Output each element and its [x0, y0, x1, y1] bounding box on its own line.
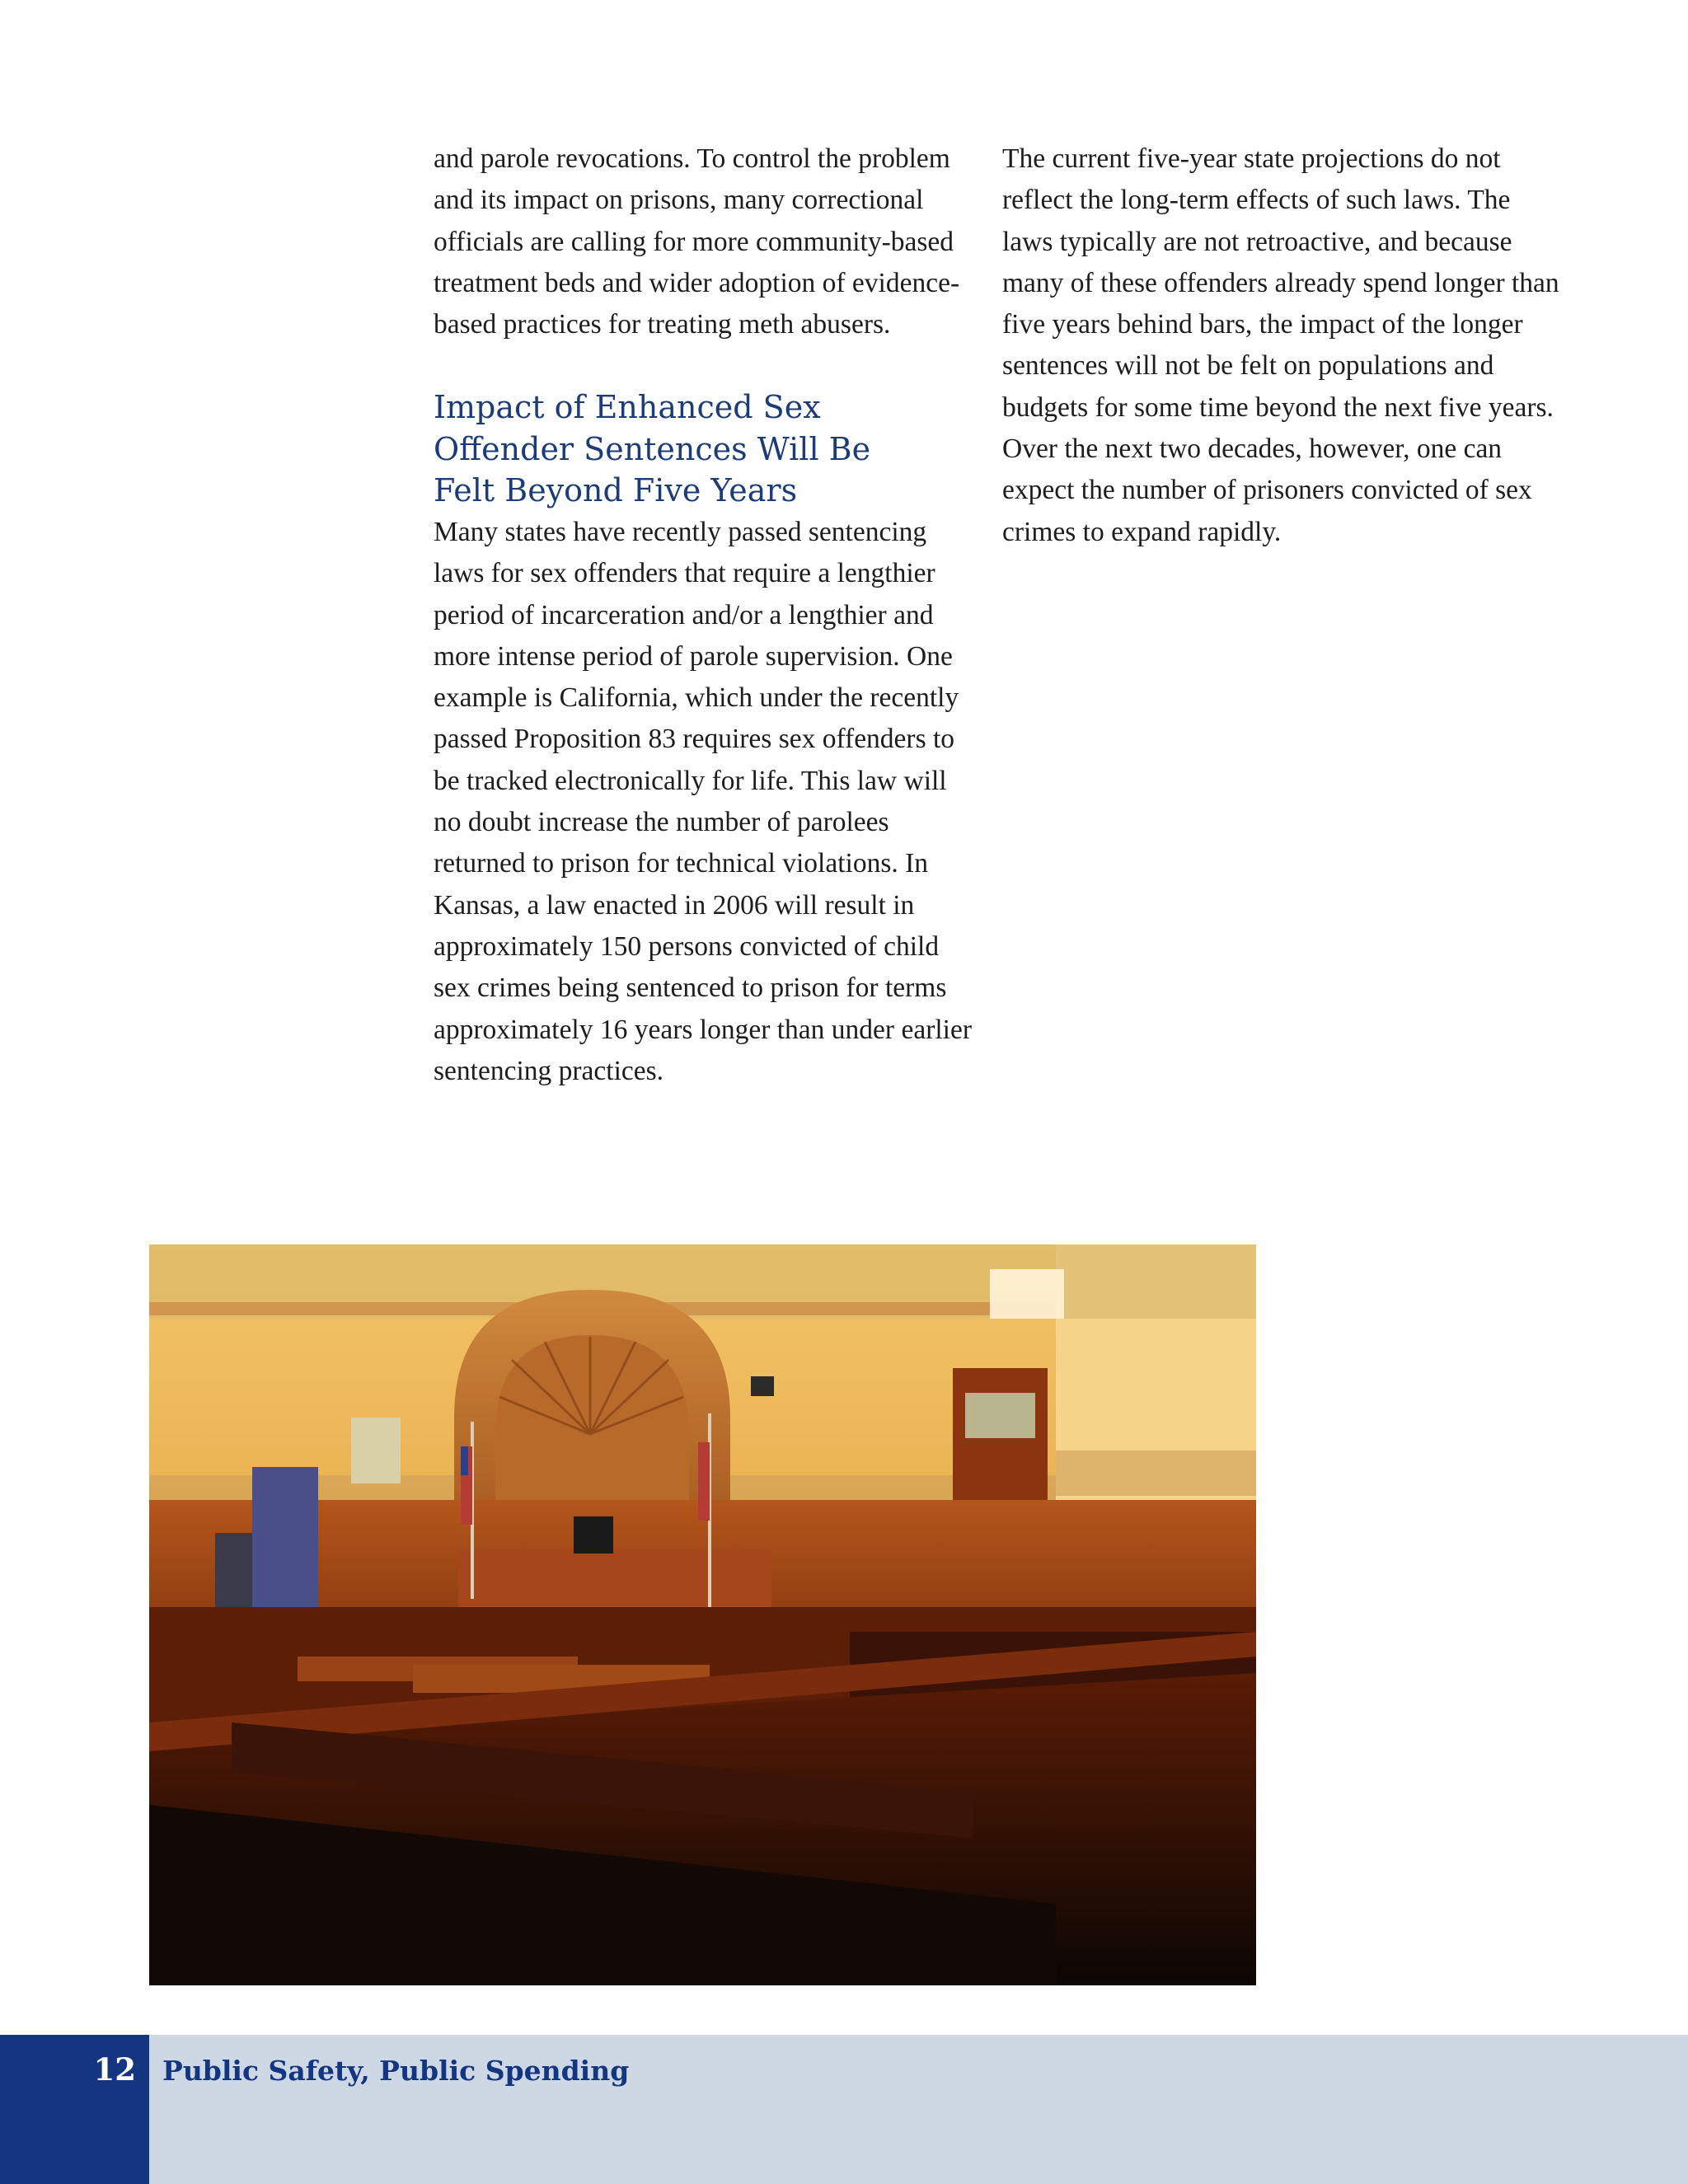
heading-line: Felt Beyond Five Years	[434, 472, 798, 509]
page-number: 12	[93, 2051, 136, 2088]
intro-paragraph: and parole revocations. To control the problem and its impact on prisons, many correctional officials are calling for more community-based treatment beds and wider adoption of evidence-based practices for treating meth abusers.	[434, 143, 960, 340]
page-number-box	[0, 2035, 149, 2184]
footer-title: Public Safety, Public Spending	[162, 2055, 630, 2087]
courtroom-photo	[149, 1244, 1256, 1985]
footer-band	[0, 2035, 1688, 2184]
body-paragraph: Many states have recently passed sentencing laws for sex offenders that require a lengthier period of incarceration and/or a lengthier and more intense period of parole supervision. One example is California, which under the recently passed Proposition 83 requires sex offenders to be tracked electronically for life. This law will no doubt increase the number of parolees returned to prison for technical violations. In Kansas, a law enacted in 2006 will result in approximately 150 persons convicted of child sex crimes being sentenced to prison for terms approximately 16 years longer than under earlier sentencing practices.	[434, 516, 972, 1086]
section-heading	[434, 387, 978, 512]
right-paragraph: The current five-year state projections do not reflect the long-term effects of such laws. The laws typically are not retroactive, and because many of these offenders already spend longer than five years behind bars, the impact of the longer sentences will not be felt on populations and budgets for some time beyond the next five years. Over the next two decades, however, one can expect the number of prisoners convicted of sex crimes to expand rapidly.	[1002, 143, 1559, 547]
heading-line: Impact of Enhanced Sex	[434, 389, 821, 426]
heading-line: Offender Sentences Will Be	[434, 430, 871, 467]
right-column	[1002, 138, 1563, 553]
left-column	[434, 138, 978, 1092]
